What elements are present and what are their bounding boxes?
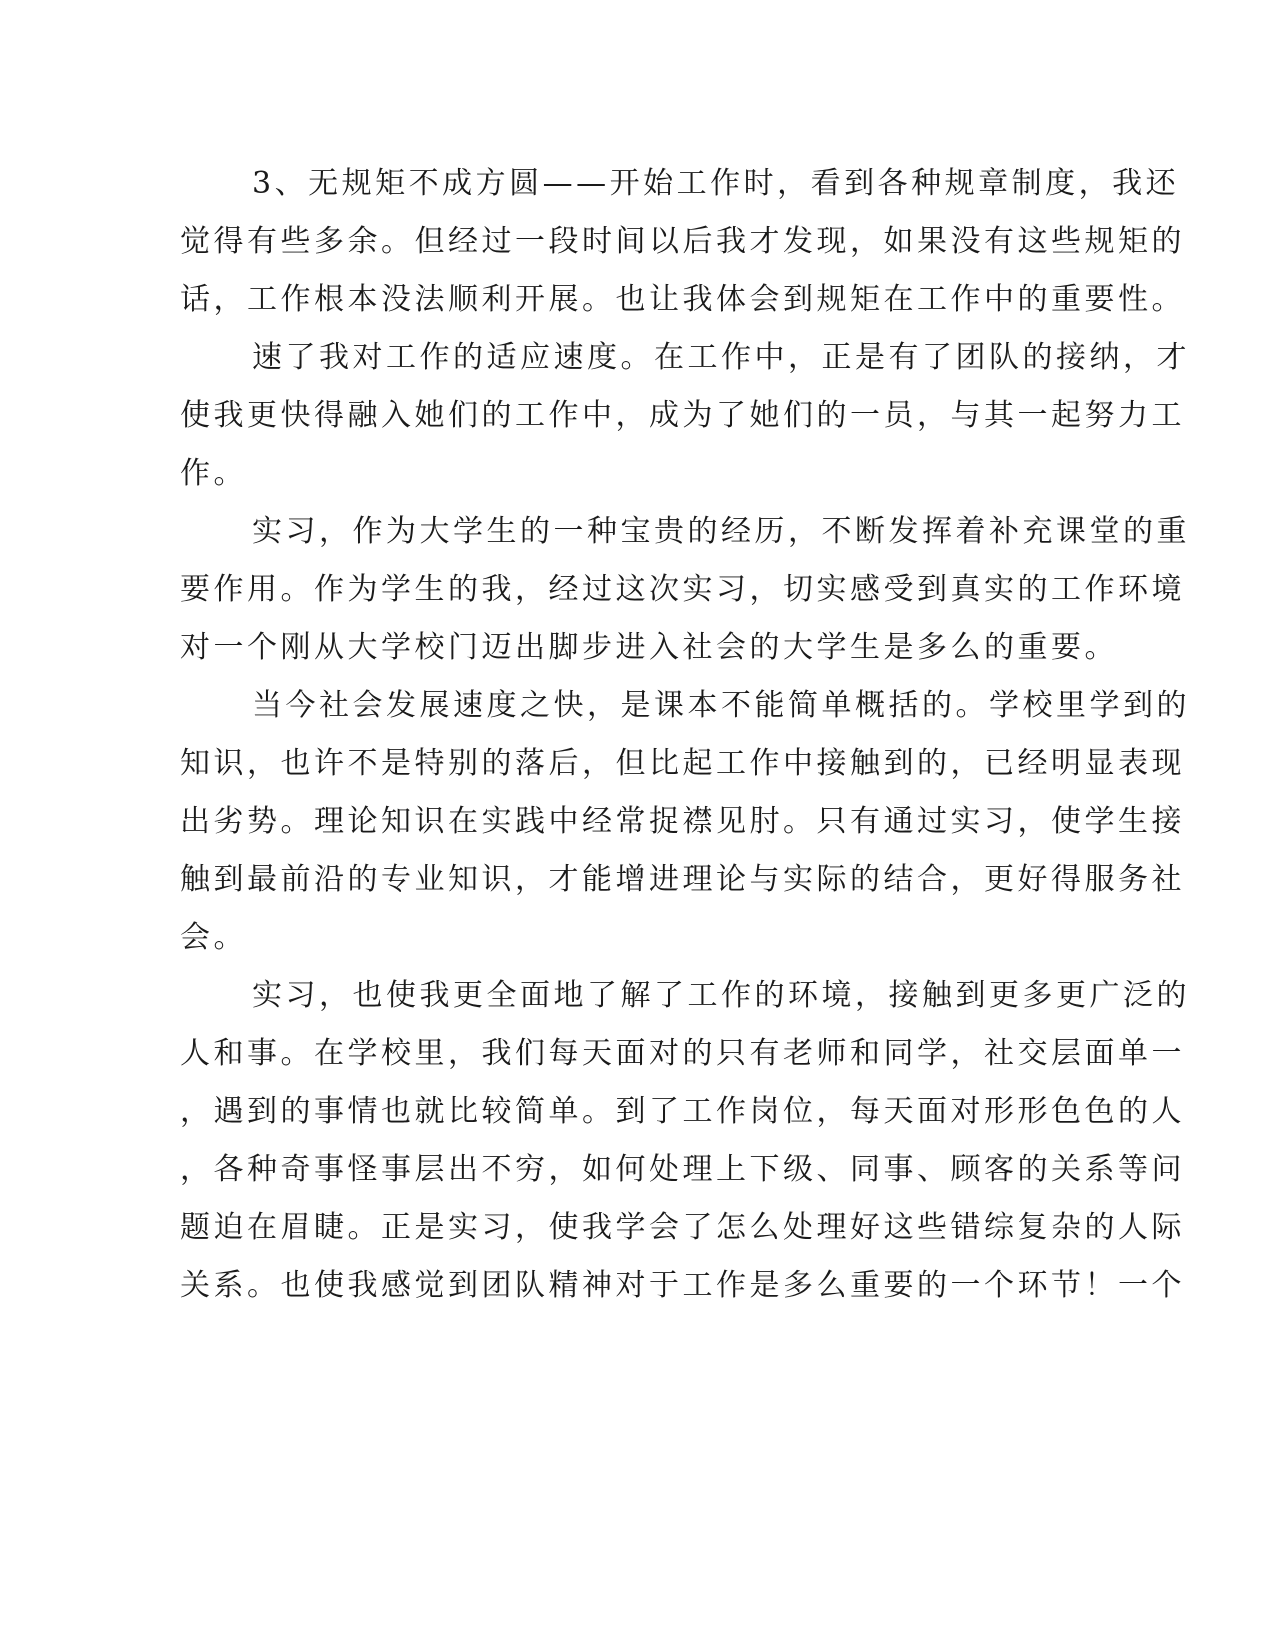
paragraph-line: 对一个刚从大学校门迈出脚步进入社会的大学生是多么的重要。 [180,630,1118,665]
paragraph-line: 当今社会发展速度之快，是课本不能简单概括的。学校里学到的 [252,688,1190,723]
document-body [180,155,1190,1315]
paragraph-line: 出劣势。理论知识在实践中经常捉襟见肘。只有通过实习，使学生接 [180,804,1185,839]
paragraph-line: 话，工作根本没法顺利开展。也让我体会到规矩在工作中的重要性。 [180,282,1185,317]
paragraph-line: 题迫在眉睫。正是实习，使我学会了怎么处理好这些错综复杂的人际 [180,1210,1185,1245]
paragraph-line: 实习，也使我更全面地了解了工作的环境，接触到更多更广泛的 [252,978,1190,1013]
paragraph-3 [180,503,1190,677]
paragraph-1 [180,155,1185,329]
paragraph-5 [180,967,1190,1315]
paragraph-line: 3、无规矩不成方圆——开始工作时，看到各种规章制度，我还 [252,166,1180,201]
paragraph-2 [180,329,1190,503]
paragraph-line: 速了我对工作的适应速度。在工作中，正是有了团队的接纳，才 [252,340,1190,375]
paragraph-line: 触到最前沿的专业知识，才能增进理论与实际的结合，更好得服务社 [180,862,1185,897]
paragraph-line: 实习，作为大学生的一种宝贵的经历，不断发挥着补充课堂的重 [252,514,1190,549]
paragraph-line: 作。 [180,456,247,491]
paragraph-line: 觉得有些多余。但经过一段时间以后我才发现，如果没有这些规矩的 [180,224,1185,259]
paragraph-line: 使我更快得融入她们的工作中，成为了她们的一员，与其一起努力工 [180,398,1185,433]
paragraph-line: 人和事。在学校里，我们每天面对的只有老师和同学，社交层面单一 [180,1036,1185,1071]
paragraph-line: ，遇到的事情也就比较简单。到了工作岗位，每天面对形形色色的人 [180,1094,1185,1129]
paragraph-line: ，各种奇事怪事层出不穷，如何处理上下级、同事、顾客的关系等问 [180,1152,1185,1187]
paragraph-line: 会。 [180,920,247,955]
paragraph-line: 知识，也许不是特别的落后，但比起工作中接触到的，已经明显表现 [180,746,1185,781]
paragraph-line: 要作用。作为学生的我，经过这次实习，切实感受到真实的工作环境 [180,572,1185,607]
paragraph-4 [180,677,1190,967]
paragraph-line: 关系。也使我感觉到团队精神对于工作是多么重要的一个环节！一个 [180,1268,1185,1303]
